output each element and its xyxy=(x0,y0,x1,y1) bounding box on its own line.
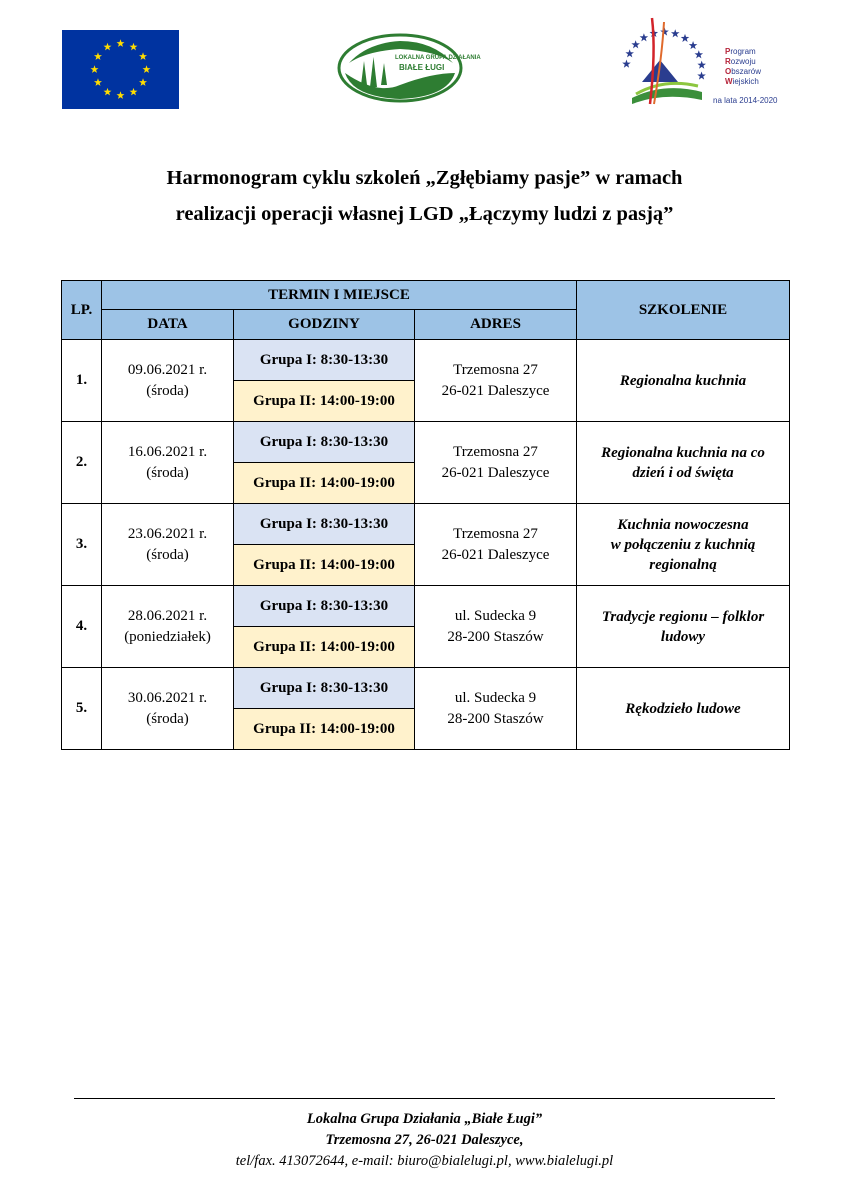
course-name xyxy=(577,504,790,586)
address-cell xyxy=(415,668,577,750)
course-line: dzień i od święta xyxy=(632,464,734,481)
eu-star-icon xyxy=(130,88,138,96)
header-godziny: GODZINY xyxy=(234,310,415,340)
document-title xyxy=(60,160,789,232)
group-2-hours: Grupa II: 14:00-19:00 xyxy=(234,463,415,504)
schedule-table xyxy=(61,280,790,750)
group-2-hours: Grupa II: 14:00-19:00 xyxy=(234,627,415,668)
row-number: 3. xyxy=(62,504,102,586)
course-name xyxy=(577,422,790,504)
footer-org-name: Lokalna Grupa Działania „Białe Ługi” xyxy=(306,1111,543,1127)
header-szkolenie: SZKOLENIE xyxy=(577,281,790,340)
date-cell xyxy=(102,668,234,750)
eu-star-icon xyxy=(130,43,138,51)
title-line-2: realizacji operacji własnej LGD „Łączymy ludzi z pasją” xyxy=(175,203,674,225)
course-line: Rękodzieło ludowe xyxy=(625,700,741,717)
course-line: w połączeniu z kuchnią xyxy=(610,536,756,553)
group-1-hours: Grupa I: 8:30-13:30 xyxy=(234,668,415,709)
address-cell xyxy=(415,586,577,668)
address-street: ul. Sudecka 9 xyxy=(454,689,537,706)
date: 28.06.2021 r. xyxy=(127,607,208,624)
address-postal: 28-200 Staszów xyxy=(447,628,544,645)
address-cell xyxy=(415,340,577,422)
course-line: ludowy xyxy=(660,628,706,645)
weekday: (poniedziałek) xyxy=(124,628,211,645)
date: 30.06.2021 r. xyxy=(127,689,208,706)
course-line: regionalną xyxy=(649,556,717,573)
course-line: Regionalna kuchnia xyxy=(619,372,747,389)
group-1-hours: Grupa I: 8:30-13:30 xyxy=(234,586,415,627)
lgd-logo-text-2: BIAŁE ŁUGI xyxy=(399,63,445,72)
date-cell xyxy=(102,504,234,586)
date-cell xyxy=(102,586,234,668)
course-line: Tradycje regionu – folklor xyxy=(601,608,765,625)
lgd-biale-lugi-logo xyxy=(337,33,481,103)
course-line: Kuchnia nowoczesna xyxy=(617,516,749,533)
date: 23.06.2021 r. xyxy=(127,525,208,542)
address-street: ul. Sudecka 9 xyxy=(454,607,537,624)
date: 16.06.2021 r. xyxy=(127,443,208,460)
prow-star-icon xyxy=(695,50,704,58)
row-number: 2. xyxy=(62,422,102,504)
group-1-hours: Grupa I: 8:30-13:30 xyxy=(234,504,415,545)
prow-years: na lata 2014-2020 xyxy=(713,96,778,105)
eu-stars-icon xyxy=(62,30,179,109)
course-name xyxy=(577,668,790,750)
prow-star-icon xyxy=(625,49,634,57)
row-number: 4. xyxy=(62,586,102,668)
group-1-hours: Grupa I: 8:30-13:30 xyxy=(234,422,415,463)
title-line-1: Harmonogram cyklu szkoleń „Zgłębiamy pasje” w ramach xyxy=(166,167,683,189)
weekday: (środa) xyxy=(146,382,189,399)
course-name xyxy=(577,586,790,668)
group-2-hours: Grupa II: 14:00-19:00 xyxy=(234,709,415,750)
course-name xyxy=(577,340,790,422)
address-street: Trzemosna 27 xyxy=(453,361,538,378)
course-line: Regionalna kuchnia na co xyxy=(601,444,765,461)
table-row xyxy=(62,668,790,709)
eu-star-icon xyxy=(104,43,112,51)
table-row xyxy=(62,422,790,463)
date: 09.06.2021 r. xyxy=(127,361,208,378)
footer-address: Trzemosna 27, 26-021 Daleszyce, xyxy=(325,1132,524,1148)
eu-star-icon xyxy=(91,65,99,73)
header-data: DATA xyxy=(102,310,234,340)
header-adres: ADRES xyxy=(415,310,577,340)
table-row xyxy=(62,340,790,381)
table-row xyxy=(62,504,790,545)
address-postal: 28-200 Staszów xyxy=(447,710,544,727)
group-1-hours: Grupa I: 8:30-13:30 xyxy=(234,340,415,381)
footer xyxy=(60,1109,789,1172)
table-row xyxy=(62,586,790,627)
header-termin-i-miejsce: TERMIN I MIEJSCE xyxy=(102,281,577,310)
prow-logo-text: Program Rozwoju Obszarów Wiejskich xyxy=(725,47,762,86)
date-cell xyxy=(102,422,234,504)
header-lp: LP. xyxy=(62,281,102,340)
group-2-hours: Grupa II: 14:00-19:00 xyxy=(234,381,415,422)
footer-divider xyxy=(74,1098,775,1099)
weekday: (środa) xyxy=(146,710,189,727)
weekday: (środa) xyxy=(146,546,189,563)
eu-star-icon xyxy=(94,52,102,60)
eu-star-icon xyxy=(117,39,125,47)
eu-star-icon xyxy=(104,88,112,96)
lgd-logo-text-1: LOKALNA GRUPA DZIAŁANIA xyxy=(395,55,481,61)
weekday: (środa) xyxy=(146,464,189,481)
address-street: Trzemosna 27 xyxy=(453,443,538,460)
date-cell xyxy=(102,340,234,422)
address-postal: 26-021 Daleszyce xyxy=(441,382,550,399)
eu-star-icon xyxy=(143,65,151,73)
eu-flag-logo xyxy=(62,30,179,109)
address-cell xyxy=(415,504,577,586)
eu-star-icon xyxy=(117,91,125,99)
footer-contact: tel/fax. 413072644, e-mail: biuro@bialelugi.pl, www.bialelugi.pl xyxy=(235,1153,614,1169)
group-2-hours: Grupa II: 14:00-19:00 xyxy=(234,545,415,586)
address-cell xyxy=(415,422,577,504)
address-street: Trzemosna 27 xyxy=(453,525,538,542)
eu-star-icon xyxy=(139,52,147,60)
address-postal: 26-021 Daleszyce xyxy=(441,546,550,563)
address-postal: 26-021 Daleszyce xyxy=(441,464,550,481)
row-number: 5. xyxy=(62,668,102,750)
eu-star-icon xyxy=(139,78,147,86)
row-number: 1. xyxy=(62,340,102,422)
eu-star-icon xyxy=(94,78,102,86)
